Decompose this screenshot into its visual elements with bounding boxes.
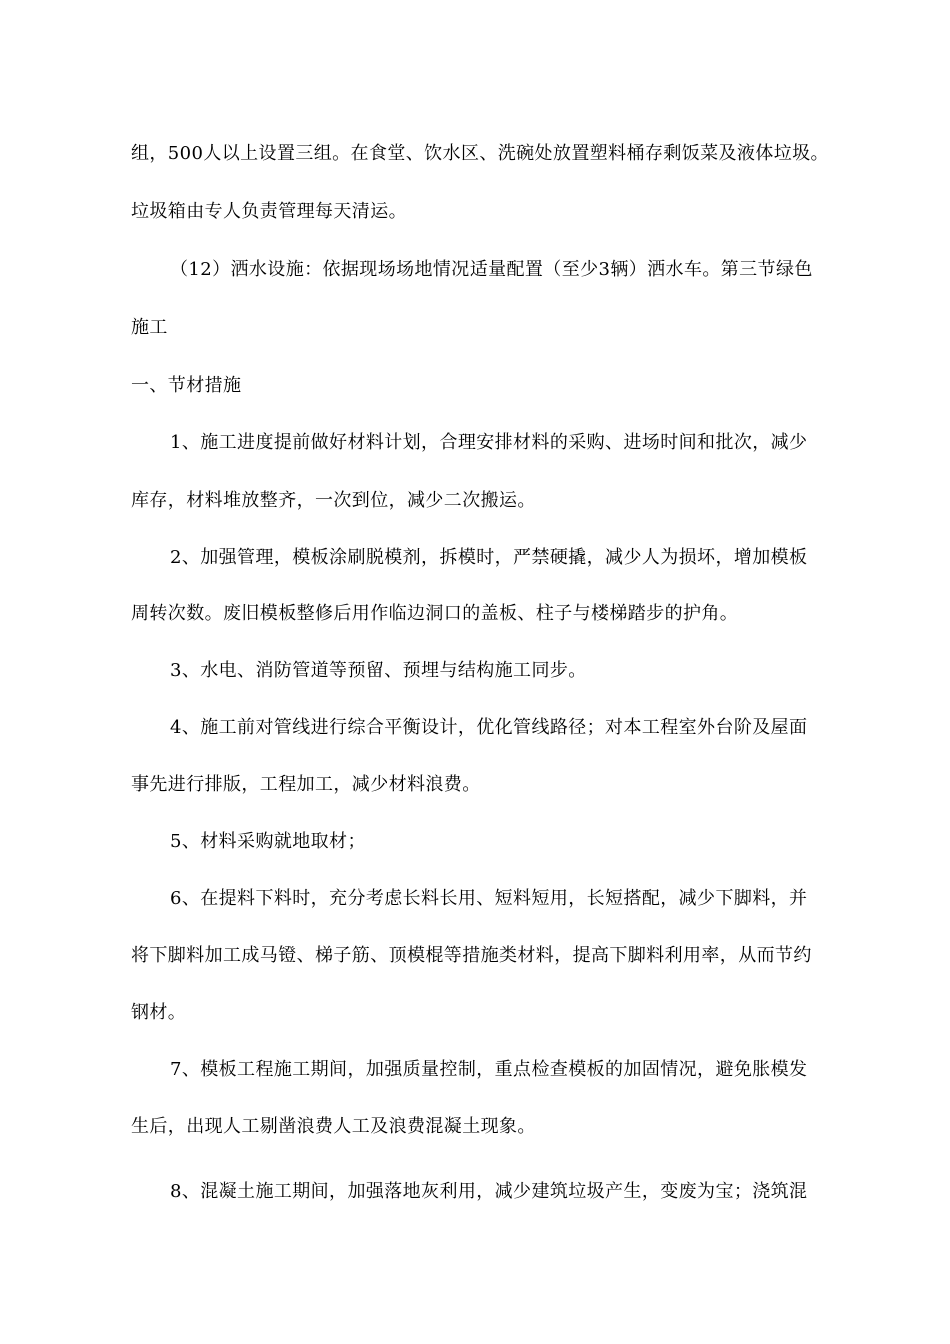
text-line: 4、施工前对管线进行综合平衡设计，优化管线路径；对本工程室外台阶及屋面 (170, 717, 808, 738)
text-line: （12）洒水设施：依据现场场地情况适量配置（至少3辆）洒水车。第三节绿色 (170, 259, 813, 280)
text-line: 钢材。 (131, 1002, 187, 1023)
text-line: 7、模板工程施工期间，加强质量控制，重点检查模板的加固情况，避免胀模发 (170, 1059, 808, 1080)
text-line: 2、加强管理，模板涂刷脱模剂，拆模时，严禁硬撬，减少人为损坏，增加模板 (170, 547, 808, 568)
text-line: 3、水电、消防管道等预留、预埋与结构施工同步。 (170, 660, 587, 681)
text-line: 6、在提料下料时，充分考虑长料长用、短料短用，长短搭配，减少下脚料，并 (170, 888, 808, 909)
text-line: 组，500人以上设置三组。在食堂、饮水区、洗碗处放置塑料桶存剩饭菜及液体垃圾。 (131, 143, 829, 164)
text-line: 生后，出现人工剔凿浪费人工及浪费混凝土现象。 (131, 1116, 536, 1137)
text-line: 1、施工进度提前做好材料计划，合理安排材料的采购、进场时间和批次，减少 (170, 432, 808, 453)
section-heading: 一、节材措施 (131, 375, 242, 396)
text-line: 8、混凝土施工期间，加强落地灰利用，减少建筑垃圾产生，变废为宝；浇筑混 (170, 1181, 808, 1202)
text-line: 库存，材料堆放整齐，一次到位，减少二次搬运。 (131, 490, 536, 511)
text-line: 周转次数。废旧模板整修后用作临边洞口的盖板、柱子与楼梯踏步的护角。 (131, 603, 739, 624)
text-line: 将下脚料加工成马镫、梯子筋、顶模棍等措施类材料，提高下脚料利用率，从而节约 (131, 945, 812, 966)
text-line: 事先进行排版，工程加工，减少材料浪费。 (131, 774, 481, 795)
text-line: 垃圾箱由专人负责管理每天清运。 (131, 201, 407, 222)
text-line: 施工 (131, 317, 168, 338)
text-line: 5、材料采购就地取材； (170, 831, 366, 852)
